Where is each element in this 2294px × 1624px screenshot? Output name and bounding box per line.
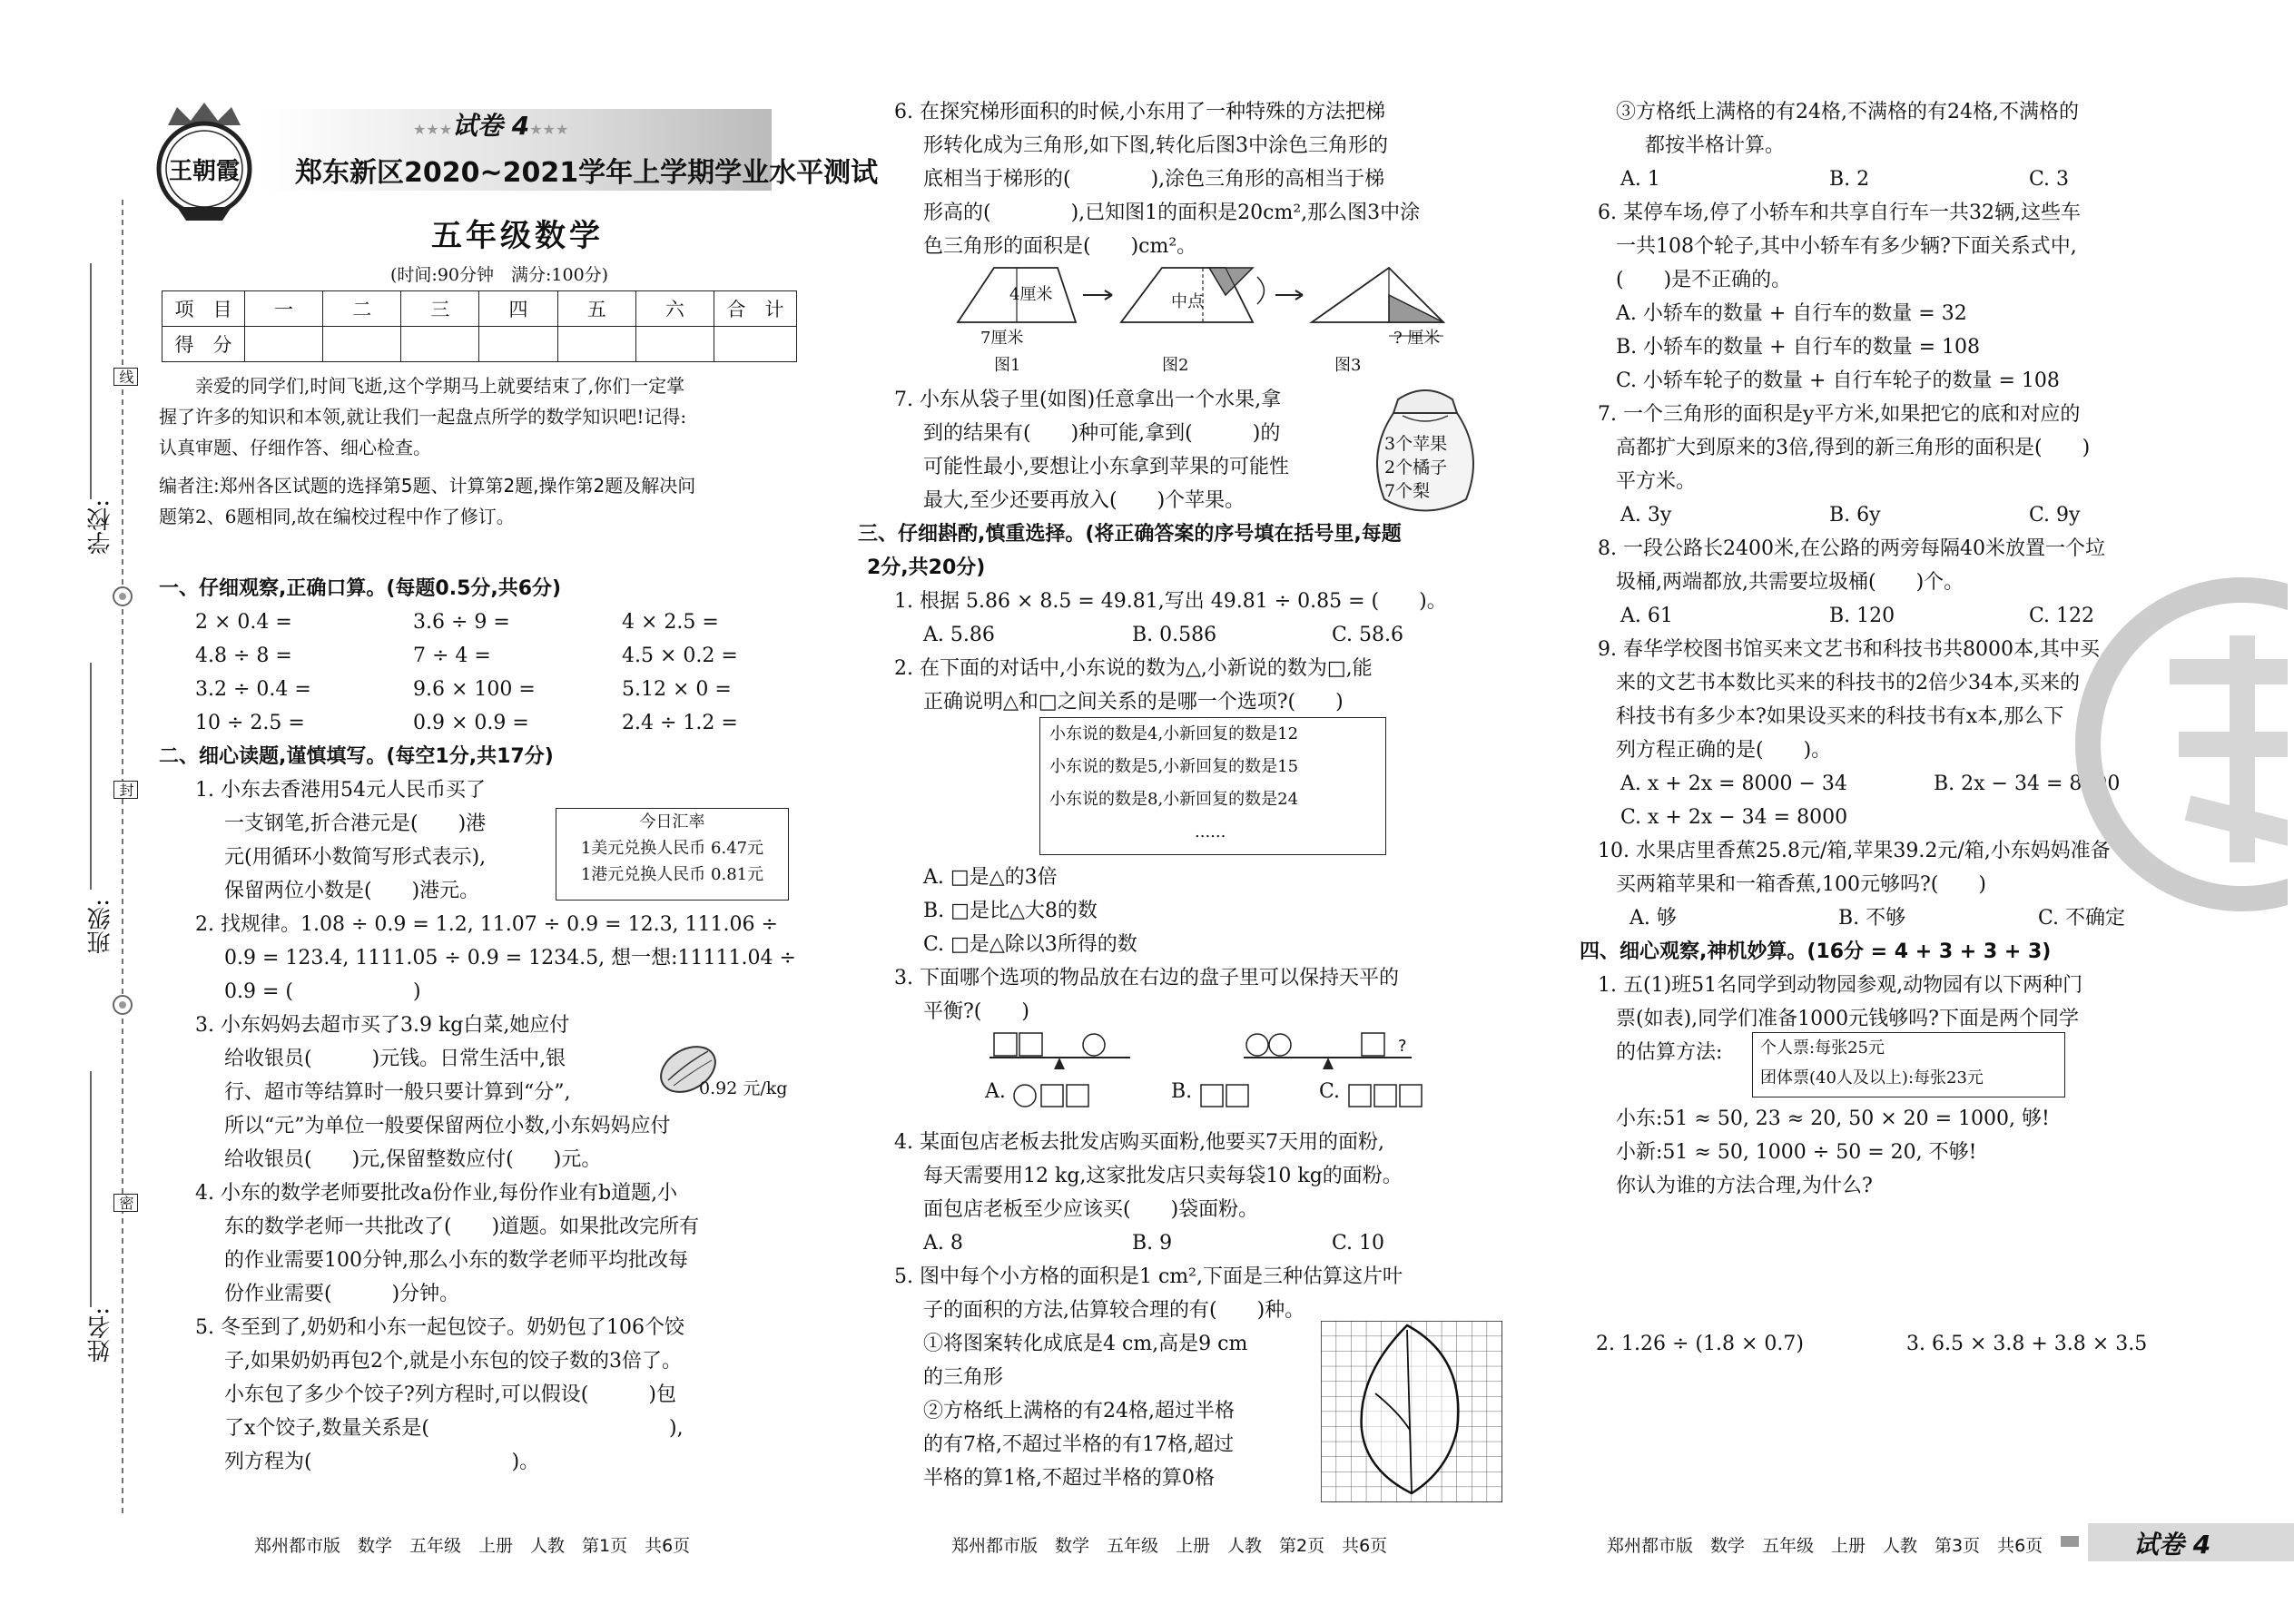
question-line: 8. 一段公路长2400米,在公路的两旁每隔40米放置一个垃	[1598, 537, 2105, 560]
dialog-line: ......	[1195, 822, 1226, 842]
question-line: 的作业需要100分钟,那么小东的数学老师平均批改每	[224, 1249, 688, 1272]
question-line: 的估算方法:	[1616, 1041, 1723, 1064]
footer-tag: 试卷 4	[2133, 1530, 2211, 1560]
question-line: 面包店老板至少应该买( )袋面粉。	[923, 1198, 1259, 1221]
section-title: 一、仔细观察,正确口算。(每题0.5分,共6分)	[159, 577, 562, 600]
question-line: 4. 某面包店老板去批发店购买面粉,他要买7天用的面粉,	[894, 1131, 1384, 1154]
question-line: 形转化成为三角形,如下图,转化后图3中涂色三角形的	[923, 134, 1388, 157]
option-a-shapes	[1012, 1082, 1112, 1109]
question-line: 了x个饺子,数量关系是( ),	[224, 1417, 684, 1440]
bag-contents	[1384, 432, 1447, 503]
score-cell[interactable]	[635, 327, 714, 362]
estimate-line: 你认为谁的方法合理,为什么?	[1616, 1175, 1873, 1197]
math-item: 9.6 × 100 =	[413, 678, 536, 701]
bag-item: 2个橘子	[1384, 458, 1448, 477]
option[interactable]: B. 0.586	[1132, 624, 1217, 646]
question-line: 9. 春华学校图书馆买来文艺书和科技书共8000本,其中买	[1598, 638, 2100, 661]
question-line: 1. 根据 5.86 × 8.5 = 49.81,写出 49.81 ÷ 0.85 = ( )。	[894, 590, 1447, 613]
option-c-shapes	[1346, 1082, 1428, 1109]
option[interactable]: A. 5.86	[923, 624, 995, 646]
footer-tag-mark	[2061, 1536, 2079, 1547]
question-line: 给收银员( )元钱。日常生活中,银	[224, 1048, 566, 1070]
question-line: 小东包了多少个饺子?列方程时,可以假设( )包	[224, 1383, 676, 1406]
dialog-line: 小东说的数是8,小新回复的数是24	[1049, 790, 1299, 809]
option[interactable]: A. x + 2x = 8000 − 34	[1620, 773, 1847, 795]
problem-3: 3. 6.5 × 3.8 + 3.8 × 3.5	[1906, 1333, 2148, 1355]
option[interactable]: C.	[1319, 1080, 1341, 1103]
series-label: ★★★试卷 4★★★	[413, 111, 569, 141]
question-line: 元(用循环小数简写形式表示),	[224, 846, 487, 869]
method-line: ③方格纸上满格的有24格,不满格的有24格,不满格的	[1616, 101, 2079, 123]
option[interactable]: B. 6y	[1829, 504, 1881, 527]
footer-page-1: 郑州都市版 数学 五年级 上册 人教 第1页 共6页	[254, 1536, 691, 1556]
method-line: 的三角形	[923, 1366, 1004, 1389]
svg-text:?: ?	[1398, 1037, 1407, 1056]
question-line: 5. 图中每个小方格的面积是1 cm²,下面是三种估算这片叶	[894, 1265, 1403, 1288]
section-1	[159, 572, 803, 1479]
question-line: 1. 五(1)班51名同学到动物园参观,动物园有以下两种门	[1598, 974, 2083, 997]
math-item: 0.9 × 0.9 =	[413, 712, 529, 734]
rate-title: 今日汇率	[639, 812, 705, 832]
question-line: 平方米。	[1616, 470, 1697, 493]
question-line: 3. 下面哪个选项的物品放在右边的盘子里可以保持天平的	[894, 967, 1399, 989]
math-item: 3.6 ÷ 9 =	[413, 611, 510, 634]
footer-page-3: 郑州都市版 数学 五年级 上册 人教 第3页 共6页	[1607, 1536, 2043, 1556]
option[interactable]: B. 小轿车的数量 + 自行车的数量 = 108	[1616, 336, 1980, 359]
question-line: 最大,至少还要再放入( )个苹果。	[923, 489, 1245, 512]
binding-hole-icon	[107, 989, 138, 1020]
school-label: 学校:	[87, 499, 114, 555]
question-line: 票(如表),同学们准备1000元钱够吗?下面是两个同学	[1616, 1008, 2079, 1030]
dialog-box	[1039, 717, 1386, 855]
fig1-base-label: 7厘米	[980, 329, 1024, 348]
question-line: 份作业需要( )分钟。	[224, 1283, 460, 1305]
fruit-bag	[1366, 381, 1484, 517]
option[interactable]: C. 3	[2029, 168, 2070, 191]
option[interactable]: B. 120	[1829, 605, 1895, 627]
footer-page-2: 郑州都市版 数学 五年级 上册 人教 第2页 共6页	[951, 1536, 1388, 1556]
score-cell[interactable]	[245, 327, 323, 362]
seal-feng: 封	[113, 781, 138, 799]
score-cell[interactable]	[401, 327, 479, 362]
question-line: 正确说明△和□之间关系的是哪一个选项?( )	[923, 691, 1344, 714]
option[interactable]: C. 小轿车轮子的数量 + 自行车轮子的数量 = 108	[1616, 369, 2060, 392]
column-3-estimates	[1580, 1102, 2233, 1203]
question-line: ( )是不正确的。	[1616, 269, 1792, 291]
option[interactable]: A. 小轿车的数量 + 自行车的数量 = 32	[1616, 302, 1967, 325]
score-header-cell: 二	[323, 291, 401, 327]
question-line: 一共108个轮子,其中小轿车有多少辆?下面关系式中,	[1616, 235, 2077, 258]
option[interactable]: B. 2x − 34 = 8000	[1934, 773, 2121, 795]
options-row	[1580, 498, 2233, 532]
brand-text: 王朝霞	[168, 158, 240, 185]
options-row	[1580, 162, 2233, 196]
option[interactable]: A.	[985, 1080, 1006, 1103]
question-line: 买两箱苹果和一箱香蕉,100元够吗?( )	[1616, 873, 1986, 896]
score-cell[interactable]	[323, 327, 401, 362]
seal-mi: 密	[113, 1194, 138, 1212]
option[interactable]: B. 9	[1132, 1232, 1173, 1255]
method-line: ②方格纸上满格的有24格,超过半格	[923, 1400, 1235, 1422]
question-line: 7. 一个三角形的面积是y平方米,如果把它的底和对应的	[1598, 403, 2081, 426]
question-line: 一支钢笔,折合港元是( )港	[224, 812, 487, 835]
question-line: 保留两位小数是( )港元。	[224, 880, 480, 902]
option[interactable]: C. 122	[2029, 605, 2095, 627]
section-title: 三、仔细斟酌,慎重选择。(将正确答案的序号填在括号里,每题	[858, 523, 1402, 546]
option[interactable]: B. □是比△大8的数	[923, 900, 1098, 922]
math-item: 2.4 ÷ 1.2 =	[622, 712, 738, 734]
question-line: 色三角形的面积是( )cm²。	[923, 235, 1197, 258]
score-cell[interactable]	[557, 327, 635, 362]
option[interactable]: A. 8	[923, 1232, 963, 1255]
rate-line: 1港元兑换人民币 0.81元	[580, 865, 764, 884]
question-line: 圾桶,两端都放,共需要垃圾桶( )个。	[1616, 571, 1964, 594]
option[interactable]: C. □是△除以3所得的数	[923, 933, 1137, 956]
score-header-cell: 一	[245, 291, 323, 327]
score-cell[interactable]	[479, 327, 557, 362]
estimate-line: 小新:51 ≈ 50, 1000 ÷ 50 = 20, 不够!	[1616, 1141, 1977, 1164]
name-label: 姓名:	[87, 1307, 114, 1363]
ticket-line: 个人票:每张25元	[1760, 1038, 1885, 1058]
question-line: 东的数学老师一共批改了( )道题。如果批改完所有	[224, 1216, 700, 1238]
subject-title: 五年级数学	[431, 218, 604, 254]
score-header-cell: 五	[557, 291, 635, 327]
binding-hole-icon	[107, 581, 138, 612]
question-line: 高都扩大到原来的3倍,得到的新三角形的面积是( )	[1616, 437, 2091, 459]
intro-line: 握了许多的知识和本领,就让我们一起盘点所学的数学知识吧!记得:	[159, 406, 687, 428]
math-item: 4.8 ÷ 8 =	[195, 645, 292, 667]
method-line: 都按半格计算。	[1645, 134, 1786, 157]
question-line: 来的文艺书本数比买来的科技书的2倍少34本,买来的	[1616, 672, 2080, 694]
options-row	[858, 618, 1511, 652]
option[interactable]: A. 61	[1620, 605, 1673, 627]
option[interactable]: B. 不够	[1838, 907, 1906, 930]
trapezoid-figures	[953, 263, 1471, 381]
ticket-price-box	[1752, 1032, 2065, 1097]
question-line: 科技书有多少本?如果设买来的科技书有x本,那么下	[1616, 705, 2064, 728]
question-line: 子的面积的方法,估算较合理的有( )种。	[923, 1299, 1305, 1322]
math-item: 4 × 2.5 =	[622, 611, 719, 634]
option[interactable]: C. 58.6	[1332, 624, 1404, 646]
section-title: 2分,共20分)	[867, 556, 986, 579]
question-line: 底相当于梯形的( ),涂色三角形的高相当于梯	[923, 168, 1385, 191]
watermark-seal-icon	[2070, 563, 2288, 944]
question-line: 2. 找规律。1.08 ÷ 0.9 = 1.2, 11.07 ÷ 0.9 = 12.3, 111.06 ÷	[195, 913, 778, 936]
math-item: 3.2 ÷ 0.4 =	[195, 678, 311, 701]
question-line: 6. 某停车场,停了小轿车和共享自行车一共32辆,这些车	[1598, 202, 2081, 224]
question-line: 行、超市等结算时一般只要计算到“分”,	[224, 1081, 571, 1104]
score-header-cell: 项 目	[162, 291, 245, 327]
column-2	[858, 95, 1511, 263]
bag-item: 7个梨	[1384, 481, 1431, 501]
rate-line: 1美元兑换人民币 6.47元	[580, 839, 764, 858]
question-line: 10. 水果店里香蕉25.8元/箱,苹果39.2元/箱,小东妈妈准备	[1598, 840, 2111, 862]
cabbage-price: 0.92 元/kg	[699, 1078, 788, 1098]
question-line: 6. 在探究梯形面积的时候,小东用了一种特殊的方法把梯	[894, 101, 1385, 123]
option[interactable]: C. x + 2x − 34 = 8000	[1620, 806, 1848, 829]
intro-line: 亲爱的同学们,时间飞逝,这个学期马上就要结束了,你们一定掌	[195, 375, 685, 397]
options-row	[858, 1226, 1511, 1260]
question-line: 1. 小东去香港用54元人民币买了	[195, 779, 486, 802]
option[interactable]: A. 3y	[1620, 504, 1672, 527]
question-line: 3. 小东妈妈去超市买了3.9 kg白菜,她应付	[195, 1014, 570, 1037]
score-header-cell: 六	[635, 291, 714, 327]
balance-figures	[985, 1024, 1457, 1115]
math-item: 5.12 × 0 =	[622, 678, 732, 701]
question-line: 子,如果奶奶再包2个,就是小东包的饺子数的3倍了。	[224, 1350, 682, 1373]
estimate-line: 小东:51 ≈ 50, 23 ≈ 20, 50 × 20 = 1000, 够!	[1616, 1107, 2050, 1130]
question-line: 4. 小东的数学老师要批改a份作业,每份作业有b道题,小	[195, 1182, 678, 1205]
question-line: 0.9 = ( )	[224, 980, 421, 1003]
score-table	[162, 290, 797, 362]
fig2-midpoint-label: 中点	[1171, 292, 1204, 311]
fig-caption: 图3	[1334, 356, 1362, 375]
score-header-cell: 三	[401, 291, 479, 327]
question-line: 7. 小东从袋子里(如图)任意拿出一个水果,拿	[894, 389, 1282, 411]
score-cell[interactable]	[714, 327, 797, 362]
mental-math-grid	[159, 605, 803, 740]
math-item: 2 × 0.4 =	[195, 611, 292, 634]
editor-note: 编者注:郑州各区试题的选择第5题、计算第2题,操作第2题及解决问	[159, 475, 696, 497]
seal-xian: 线	[113, 368, 138, 386]
fig-caption: 图2	[1162, 356, 1189, 375]
math-item: 10 ÷ 2.5 =	[195, 712, 305, 734]
section-title: 四、细心观察,神机妙算。(16分 = 4 + 3 + 3 + 3)	[1580, 940, 2052, 963]
balance-icon	[985, 1024, 1457, 1078]
bag-item: 3个苹果	[1384, 434, 1448, 454]
question-line: 所以“元”为单位一般要保留两位小数,小东妈妈应付	[224, 1115, 671, 1137]
question-line: 可能性最小,要想让小东拿到苹果的可能性	[923, 456, 1289, 478]
score-header-cell: 合 计	[714, 291, 797, 327]
exam-title: 郑东新区2020~2021学年上学期学业水平测试	[295, 157, 879, 189]
cabbage-figure	[652, 1035, 806, 1103]
intro-line: 认真审题、仔细作答、细心检查。	[159, 437, 431, 458]
method-line: ①将图案转化成底是4 cm,高是9 cm	[923, 1333, 1248, 1355]
option-b-shapes	[1198, 1082, 1280, 1109]
option[interactable]: A. □是△的3倍	[923, 866, 1058, 889]
score-row-label: 得 分	[162, 327, 245, 362]
editor-note: 题第2、6题相同,故在编校过程中作了修订。	[159, 506, 515, 527]
option[interactable]: A. 1	[1620, 168, 1660, 191]
fig1-height-label: 4厘米	[1009, 285, 1053, 304]
question-line: 平衡?( )	[923, 1000, 1029, 1023]
method-line: 的有7格,不超过半格的有17格,超过	[923, 1433, 1234, 1456]
dialog-line: 小东说的数是4,小新回复的数是12	[1049, 724, 1299, 743]
fig3-base-label: ? 厘米	[1393, 329, 1441, 348]
option[interactable]: C. 不确定	[2038, 907, 2126, 930]
option[interactable]: B. 2	[1829, 168, 1870, 191]
option[interactable]: B.	[1171, 1080, 1193, 1103]
series-text: 试卷 4	[452, 111, 530, 141]
problem-2: 2. 1.26 ÷ (1.8 × 0.7)	[1596, 1333, 1804, 1355]
class-label: 班级:	[87, 899, 114, 954]
exchange-rate-box	[556, 808, 789, 901]
time-note: (时间:90分钟 满分:100分)	[390, 265, 609, 285]
fig-caption: 图1	[994, 356, 1021, 375]
question-line: 到的结果有( )种可能,拿到( )的	[923, 422, 1281, 445]
section-title: 二、细心读题,谨慎填写。(每空1分,共17分)	[159, 745, 554, 768]
leaf-grid-figure	[1321, 1321, 1502, 1502]
column-1	[159, 370, 803, 532]
question-line: 列方程正确的是( )。	[1616, 739, 1832, 762]
option[interactable]: A. 够	[1629, 907, 1677, 930]
column-2-choices	[858, 861, 1511, 1029]
question-line: 0.9 = 123.4, 1111.05 ÷ 0.9 = 1234.5, 想一想:11111.04 ÷	[224, 947, 796, 969]
question-line: 形高的( ),已知图1的面积是20cm²,那么图3中涂	[923, 202, 1421, 224]
question-line: 每天需要用12 kg,这家批发店只卖每袋10 kg的面粉。	[923, 1165, 1403, 1187]
option[interactable]: C. 10	[1332, 1232, 1385, 1255]
brand-logo	[150, 98, 259, 225]
option[interactable]: C. 9y	[2029, 504, 2081, 527]
ticket-line: 团体票(40人及以上):每张23元	[1760, 1068, 1984, 1088]
binding-margin	[27, 200, 134, 1516]
question-line: 列方程为( )。	[224, 1451, 540, 1473]
score-header-cell: 四	[479, 291, 557, 327]
method-line: 半格的算1格,不超过半格的算0格	[923, 1467, 1215, 1490]
math-item: 4.5 × 0.2 =	[622, 645, 738, 667]
dialog-line: 小东说的数是5,小新回复的数是15	[1049, 757, 1299, 776]
question-line: 5. 冬至到了,奶奶和小东一起包饺子。奶奶包了106个饺	[195, 1316, 684, 1339]
question-line: 2. 在下面的对话中,小东说的数为△,小新说的数为□,能	[894, 657, 1373, 680]
math-item: 7 ÷ 4 =	[413, 645, 491, 667]
question-line: 给收银员( )元,保留整数应付( )元。	[224, 1148, 602, 1171]
